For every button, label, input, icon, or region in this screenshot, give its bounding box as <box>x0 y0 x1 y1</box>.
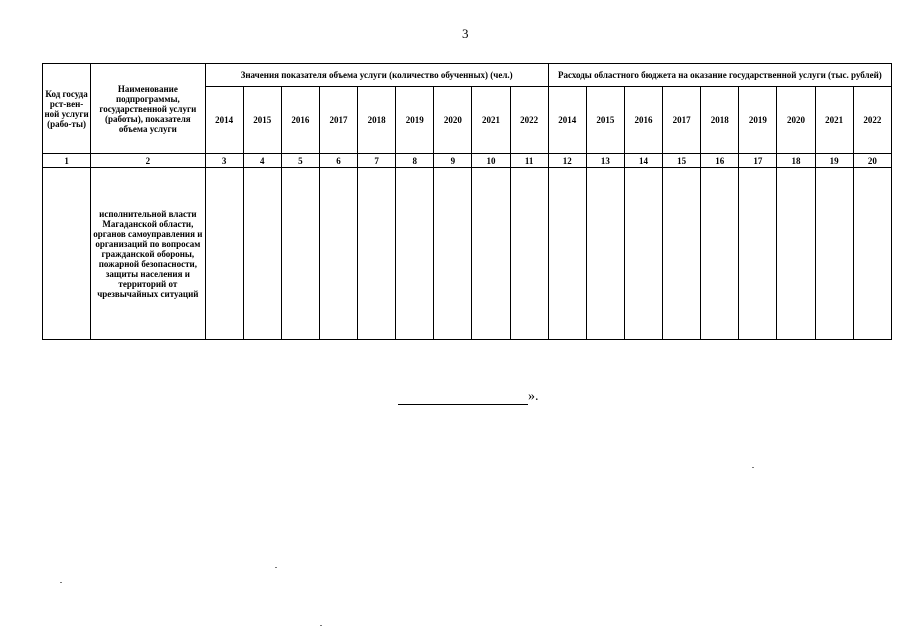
year-header-volume-2022: 2022 <box>510 87 548 154</box>
value-cell <box>319 168 357 340</box>
year-header-expense-2017: 2017 <box>663 87 701 154</box>
closing-mark <box>398 389 539 405</box>
column-number-19: 19 <box>815 154 853 168</box>
value-cell <box>663 168 701 340</box>
year-header-volume-2021: 2021 <box>472 87 510 154</box>
signature-line <box>398 390 528 405</box>
column-number-7: 7 <box>358 154 396 168</box>
name-cell: исполнительной власти Магаданской области, органов самоуправления и организаций по вопросам гражданской обороны, пожарной безопасности, защиты населения и территорий от чрезвычайных ситуаций <box>91 168 205 340</box>
value-cell <box>243 168 281 340</box>
value-cell <box>358 168 396 340</box>
year-header-volume-2014: 2014 <box>205 87 243 154</box>
column-number-11: 11 <box>510 154 548 168</box>
value-cell <box>853 168 891 340</box>
column-number-12: 12 <box>548 154 586 168</box>
column-number-5: 5 <box>281 154 319 168</box>
column-number-2: 2 <box>91 154 205 168</box>
column-number-row <box>43 154 892 168</box>
year-header-expense-2020: 2020 <box>777 87 815 154</box>
value-cell <box>472 168 510 340</box>
column-number-1: 1 <box>43 154 91 168</box>
year-header-expense-2019: 2019 <box>739 87 777 154</box>
header-volume-group: Значения показателя объема услуги (количество обученных) (чел.) <box>205 64 548 87</box>
column-number-9: 9 <box>434 154 472 168</box>
value-cell <box>510 168 548 340</box>
value-cell <box>281 168 319 340</box>
column-number-16: 16 <box>701 154 739 168</box>
page-number: 3 <box>462 26 469 41</box>
year-header-expense-2016: 2016 <box>624 87 662 154</box>
year-header-volume-2015: 2015 <box>243 87 281 154</box>
code-cell <box>43 168 91 340</box>
closing-quote: ». <box>528 389 539 404</box>
column-number-20: 20 <box>853 154 891 168</box>
year-header-volume-2018: 2018 <box>358 87 396 154</box>
year-header-volume-2017: 2017 <box>319 87 357 154</box>
value-cell <box>777 168 815 340</box>
scan-speck <box>752 467 754 468</box>
value-cell <box>624 168 662 340</box>
value-cell <box>739 168 777 340</box>
value-cell <box>434 168 472 340</box>
year-header-volume-2019: 2019 <box>396 87 434 154</box>
header-name: Наименование подпрограммы, государственной услуги (работы), показателя объема услуги <box>91 64 205 154</box>
year-header-volume-2020: 2020 <box>434 87 472 154</box>
scan-speck <box>275 567 277 568</box>
year-header-expense-2018: 2018 <box>701 87 739 154</box>
value-cell <box>815 168 853 340</box>
table-row <box>43 168 892 340</box>
scan-speck <box>60 582 62 583</box>
column-number-13: 13 <box>586 154 624 168</box>
year-header-expense-2015: 2015 <box>586 87 624 154</box>
column-number-6: 6 <box>319 154 357 168</box>
indicator-table <box>42 63 892 340</box>
column-number-3: 3 <box>205 154 243 168</box>
column-number-17: 17 <box>739 154 777 168</box>
column-number-18: 18 <box>777 154 815 168</box>
column-number-10: 10 <box>472 154 510 168</box>
value-cell <box>586 168 624 340</box>
column-number-14: 14 <box>624 154 662 168</box>
value-cell <box>396 168 434 340</box>
value-cell <box>701 168 739 340</box>
year-header-volume-2016: 2016 <box>281 87 319 154</box>
column-number-4: 4 <box>243 154 281 168</box>
column-number-8: 8 <box>396 154 434 168</box>
year-header-expense-2014: 2014 <box>548 87 586 154</box>
header-code: Код госуда рст-вен-ной услуги (рабо-ты) <box>43 64 91 154</box>
value-cell <box>548 168 586 340</box>
value-cell <box>205 168 243 340</box>
column-number-15: 15 <box>663 154 701 168</box>
header-expense-group: Расходы областного бюджета на оказание государственной услуги (тыс. рублей) <box>548 64 891 87</box>
scan-speck <box>320 625 322 626</box>
year-header-expense-2021: 2021 <box>815 87 853 154</box>
year-header-expense-2022: 2022 <box>853 87 891 154</box>
